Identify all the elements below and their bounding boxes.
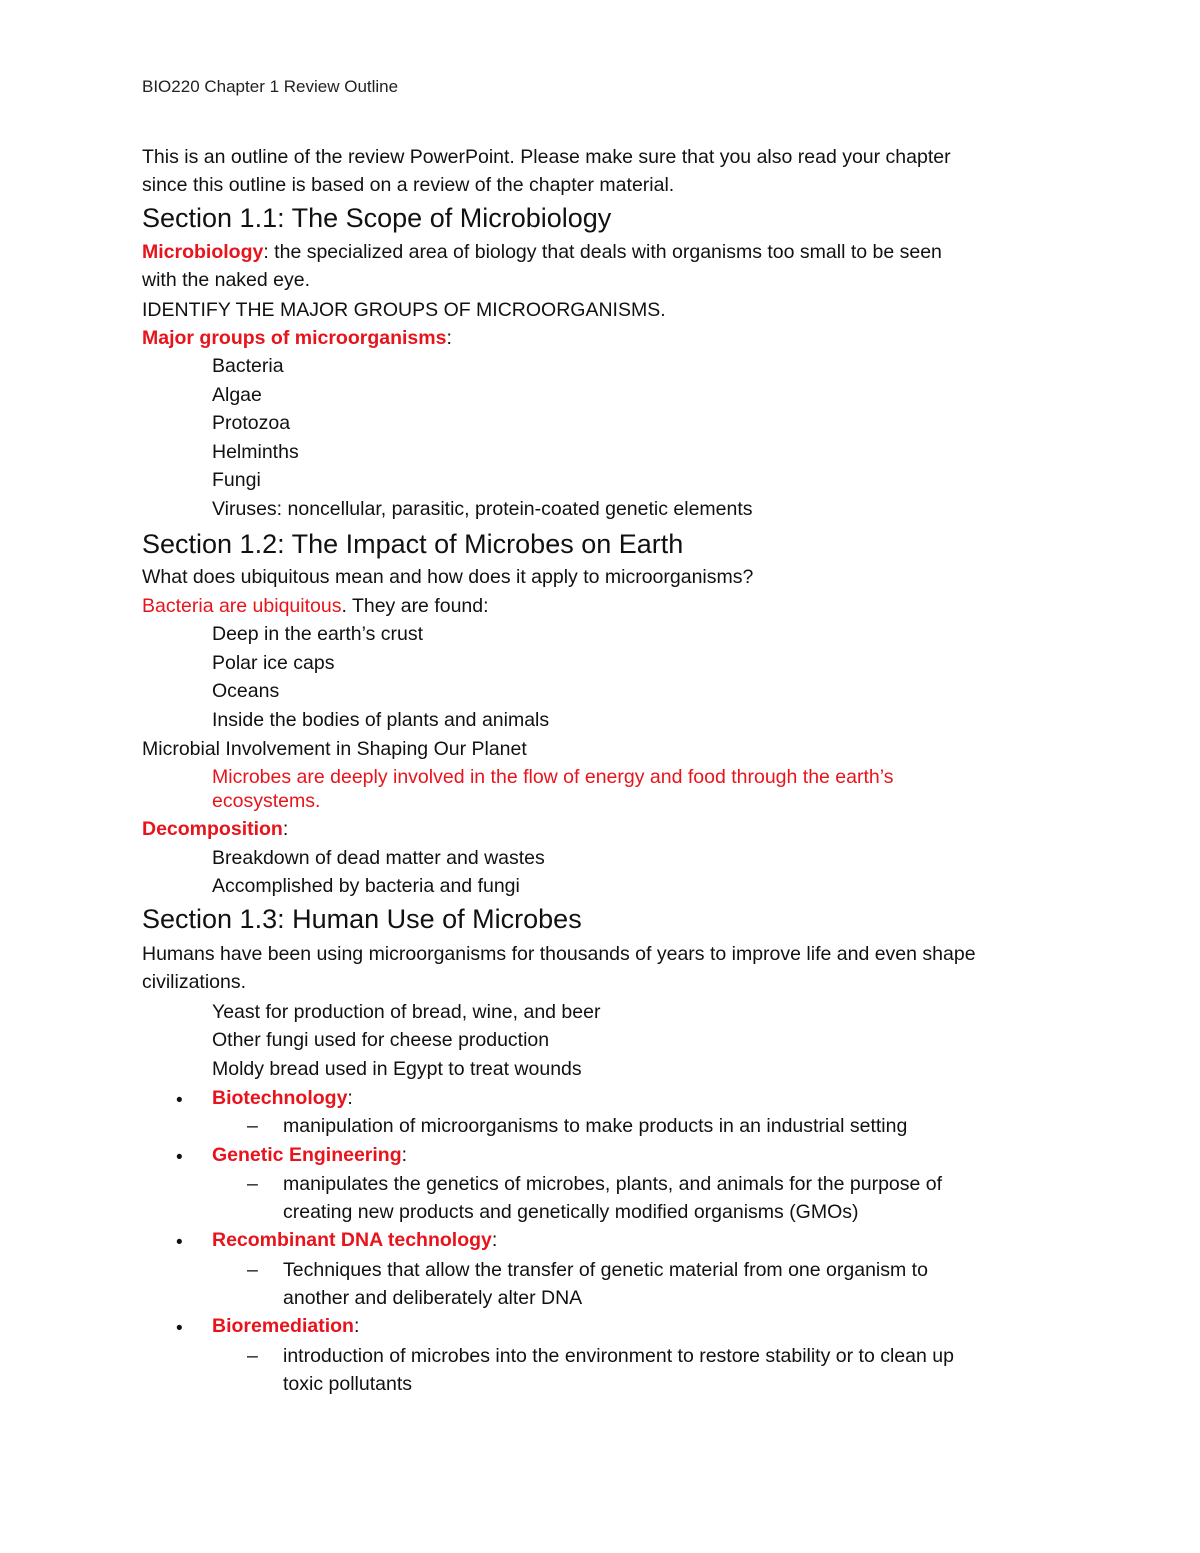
microbiology-term: Microbiology xyxy=(142,241,264,263)
group-item: Protozoa xyxy=(212,412,291,434)
bullet-icon: • xyxy=(176,1318,183,1339)
place-item: Inside the bodies of plants and animals xyxy=(212,709,550,731)
decomposition-term: Decomposition xyxy=(142,818,283,840)
use-item: Yeast for production of bread, wine, and beer xyxy=(212,1001,601,1023)
bullet-icon: • xyxy=(176,1090,183,1111)
colon: : xyxy=(282,818,289,840)
intro-line-1: This is an outline of the review PowerPoint. Please make sure that you also read your chapter xyxy=(142,146,951,168)
dash-icon: – xyxy=(247,1115,258,1137)
place-item: Deep in the earth’s crust xyxy=(212,623,424,645)
group-item: Algae xyxy=(212,384,262,406)
term-definition: creating new products and genetically modified organisms (GMOs) xyxy=(283,1201,859,1223)
human-use-intro-2: civilizations. xyxy=(142,971,247,993)
microbial-involvement-heading: Microbial Involvement in Shaping Our Planet xyxy=(142,738,527,760)
term-genetic-engineering xyxy=(212,1146,407,1166)
group-item: Viruses: noncellular, parasitic, protein-coated genetic elements xyxy=(212,498,753,520)
term-name: Biotechnology xyxy=(212,1087,348,1109)
term-bioremediation xyxy=(212,1317,359,1337)
group-item: Bacteria xyxy=(212,355,284,377)
intro-line-2: since this outline is based on a review of the chapter material. xyxy=(142,174,675,196)
term-definition: toxic pollutants xyxy=(283,1373,412,1395)
term-name: Bioremediation xyxy=(212,1315,354,1337)
term-definition: introduction of microbes into the environment to restore stability or to clean up xyxy=(283,1345,954,1367)
term-definition: another and deliberately alter DNA xyxy=(283,1287,583,1309)
term-definition: Techniques that allow the transfer of genetic material from one organism to xyxy=(283,1259,928,1281)
place-item: Oceans xyxy=(212,680,280,702)
group-item: Helminths xyxy=(212,441,299,463)
term-name: Genetic Engineering xyxy=(212,1144,402,1166)
major-groups-label xyxy=(142,329,452,349)
section-1-1-title: Section 1.1: The Scope of Microbiology xyxy=(142,203,612,233)
colon: : xyxy=(401,1144,408,1166)
term-definition: manipulates the genetics of microbes, plants, and animals for the purpose of xyxy=(283,1173,943,1195)
term-definition: manipulation of microorganisms to make products in an industrial setting xyxy=(283,1115,908,1137)
ubiquitous-rest: . They are found: xyxy=(341,595,489,617)
decomposition-label xyxy=(142,820,288,840)
ubiquitous-statement xyxy=(142,597,489,617)
colon: : xyxy=(491,1229,498,1251)
term-biotechnology xyxy=(212,1089,353,1109)
microbiology-def-line-2: with the naked eye. xyxy=(142,269,311,291)
dash-icon: – xyxy=(247,1173,258,1195)
dash-icon: – xyxy=(247,1259,258,1281)
colon: : xyxy=(347,1087,353,1109)
section-1-3-title: Section 1.3: Human Use of Microbes xyxy=(142,904,582,934)
term-name: Recombinant DNA technology xyxy=(212,1229,492,1251)
document-header: BIO220 Chapter 1 Review Outline xyxy=(142,77,399,96)
group-item: Fungi xyxy=(212,469,261,491)
bullet-icon: • xyxy=(176,1147,183,1168)
section-1-2-title: Section 1.2: The Impact of Microbes on Earth xyxy=(142,529,684,559)
decomposition-item: Accomplished by bacteria and fungi xyxy=(212,875,520,897)
ubiquitous-term: Bacteria are ubiquitous xyxy=(142,595,342,617)
energy-flow-line-2: ecosystems. xyxy=(212,790,321,812)
dash-icon: – xyxy=(247,1345,258,1367)
use-item: Moldy bread used in Egypt to treat wounds xyxy=(212,1058,582,1080)
major-groups-term: Major groups of microorganisms xyxy=(142,327,447,349)
identify-groups-heading: IDENTIFY THE MAJOR GROUPS OF MICROORGANISMS. xyxy=(142,299,666,321)
term-recombinant-dna xyxy=(212,1231,497,1251)
microbiology-definition xyxy=(142,243,942,263)
ubiquitous-question: What does ubiquitous mean and how does it apply to microorganisms? xyxy=(142,566,754,588)
energy-flow-line-1: Microbes are deeply involved in the flow of energy and food through the earth’s xyxy=(212,766,894,788)
bullet-icon: • xyxy=(176,1232,183,1253)
colon: : xyxy=(446,327,452,349)
decomposition-item: Breakdown of dead matter and wastes xyxy=(212,847,545,869)
place-item: Polar ice caps xyxy=(212,652,335,674)
microbiology-def-text: : the specialized area of biology that deals with organisms too small to be seen xyxy=(263,241,942,263)
colon: : xyxy=(353,1315,360,1337)
human-use-intro-1: Humans have been using microorganisms for thousands of years to improve life and even shape xyxy=(142,943,976,965)
use-item: Other fungi used for cheese production xyxy=(212,1029,550,1051)
